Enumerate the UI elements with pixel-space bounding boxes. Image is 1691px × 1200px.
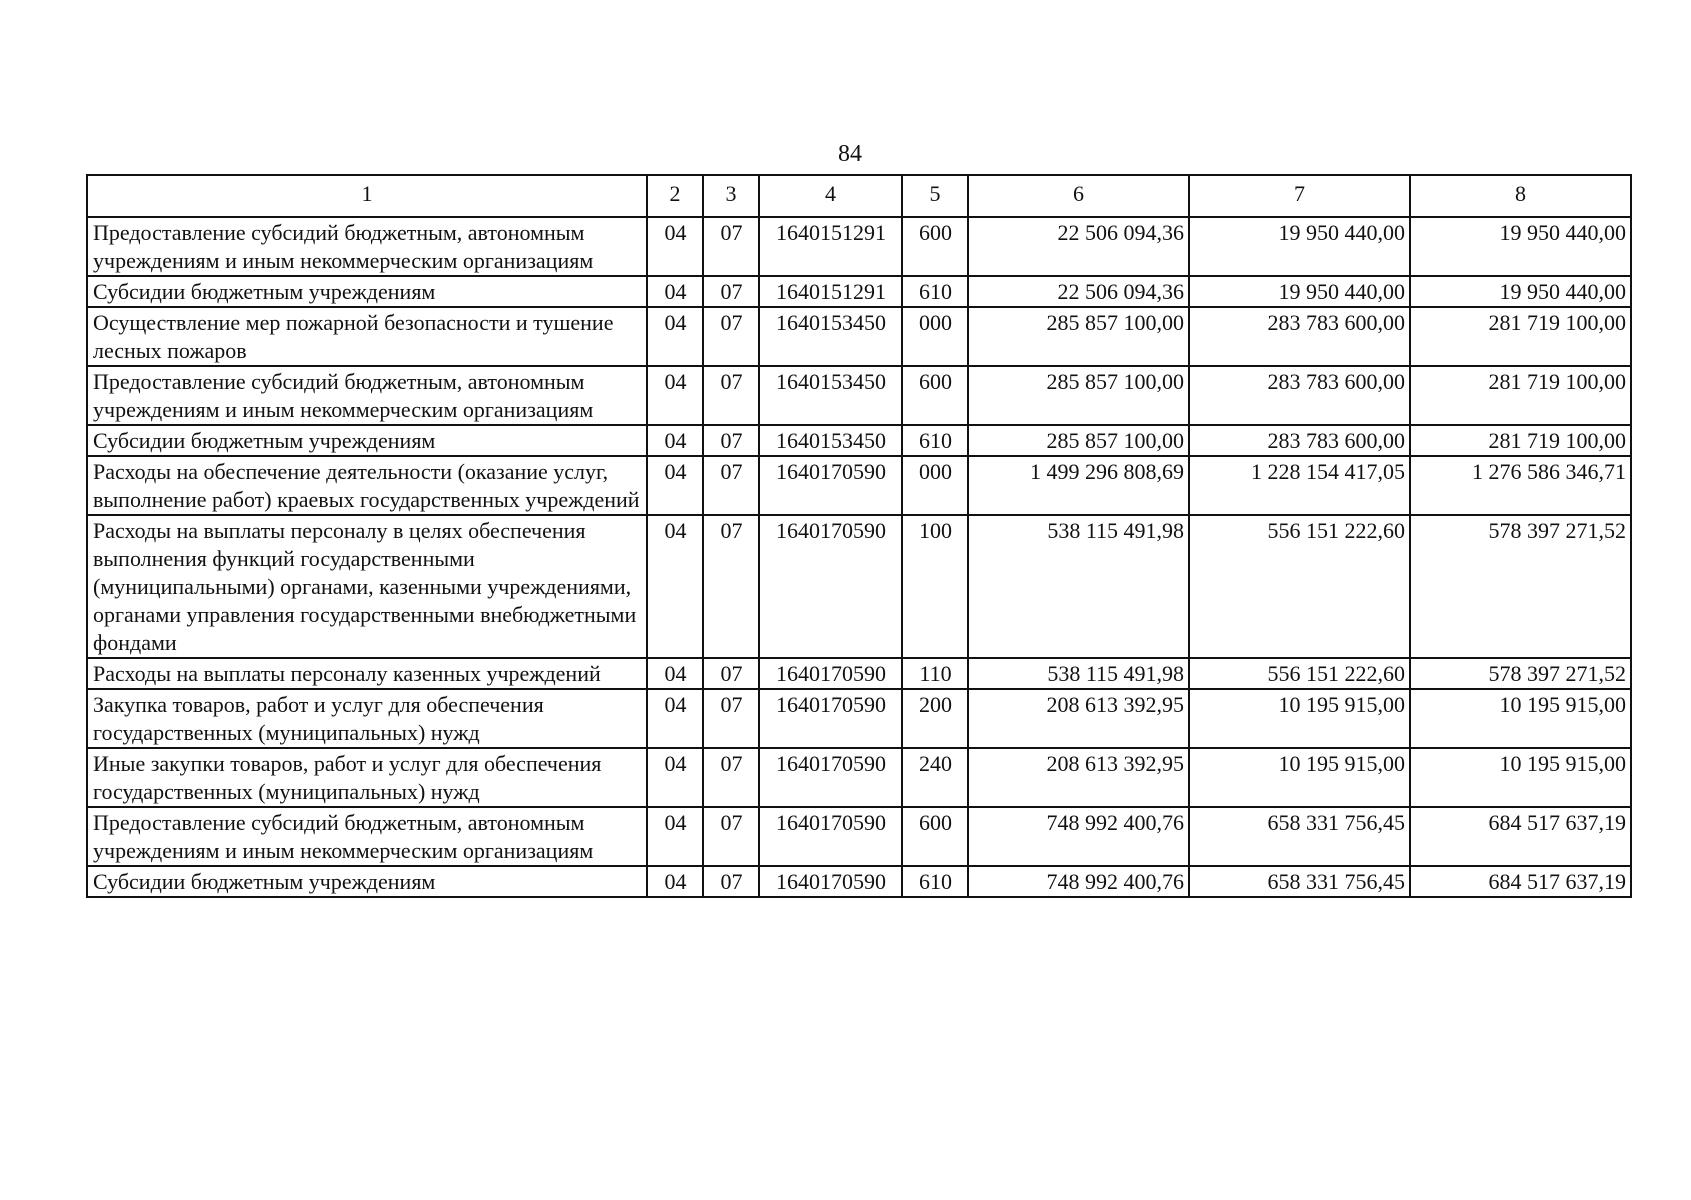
table-row [87, 866, 1631, 897]
row-name: Предоставление субсидий бюджетным, автономным учреждениям и иным некоммерческим организациям [87, 807, 647, 866]
subsection-code: 07 [703, 307, 759, 366]
row-name: Осуществление мер пожарной безопасности и тушение лесных пожаров [87, 307, 647, 366]
expense-type-code: 610 [902, 866, 968, 897]
amount-col-8: 578 397 271,52 [1410, 658, 1631, 689]
amount-col-7: 19 950 440,00 [1189, 276, 1410, 307]
section-code: 04 [647, 366, 703, 425]
amount-col-7: 556 151 222,60 [1189, 515, 1410, 658]
amount-col-6: 285 857 100,00 [968, 425, 1189, 456]
amount-col-7: 1 228 154 417,05 [1189, 456, 1410, 515]
table-row [87, 425, 1631, 456]
amount-col-6: 748 992 400,76 [968, 866, 1189, 897]
amount-col-8: 684 517 637,19 [1410, 866, 1631, 897]
target-article-code: 1640170590 [759, 807, 902, 866]
section-code: 04 [647, 748, 703, 807]
column-header-3: 3 [703, 175, 759, 217]
amount-col-6: 22 506 094,36 [968, 217, 1189, 276]
amount-col-8: 281 719 100,00 [1410, 366, 1631, 425]
table-row [87, 366, 1631, 425]
amount-col-7: 283 783 600,00 [1189, 366, 1410, 425]
section-code: 04 [647, 425, 703, 456]
table-body [87, 217, 1631, 897]
target-article-code: 1640170590 [759, 456, 902, 515]
subsection-code: 07 [703, 807, 759, 866]
amount-col-8: 1 276 586 346,71 [1410, 456, 1631, 515]
row-name: Расходы на выплаты персоналу казенных учреждений [87, 658, 647, 689]
table-row [87, 515, 1631, 658]
amount-col-7: 283 783 600,00 [1189, 425, 1410, 456]
subsection-code: 07 [703, 366, 759, 425]
target-article-code: 1640170590 [759, 748, 902, 807]
subsection-code: 07 [703, 748, 759, 807]
column-header-7: 7 [1189, 175, 1410, 217]
expense-type-code: 110 [902, 658, 968, 689]
table-row [87, 217, 1631, 276]
table-row [87, 307, 1631, 366]
amount-col-6: 538 115 491,98 [968, 658, 1189, 689]
row-name: Расходы на выплаты персоналу в целях обеспечения выполнения функций государственными (муниципальными) органами, казенными учреждениями, органами управления государственными внебюджетными фондами [87, 515, 647, 658]
expense-type-code: 240 [902, 748, 968, 807]
table-header [87, 175, 1631, 217]
expense-type-code: 000 [902, 307, 968, 366]
amount-col-7: 10 195 915,00 [1189, 689, 1410, 748]
table-row [87, 689, 1631, 748]
expense-type-code: 600 [902, 807, 968, 866]
expense-type-code: 200 [902, 689, 968, 748]
amount-col-7: 10 195 915,00 [1189, 748, 1410, 807]
column-header-2: 2 [647, 175, 703, 217]
row-name: Предоставление субсидий бюджетным, автономным учреждениям и иным некоммерческим организациям [87, 217, 647, 276]
subsection-code: 07 [703, 425, 759, 456]
amount-col-7: 658 331 756,45 [1189, 866, 1410, 897]
target-article-code: 1640170590 [759, 658, 902, 689]
section-code: 04 [647, 276, 703, 307]
subsection-code: 07 [703, 689, 759, 748]
amount-col-8: 10 195 915,00 [1410, 689, 1631, 748]
amount-col-7: 283 783 600,00 [1189, 307, 1410, 366]
amount-col-6: 1 499 296 808,69 [968, 456, 1189, 515]
row-name: Субсидии бюджетным учреждениям [87, 276, 647, 307]
subsection-code: 07 [703, 866, 759, 897]
amount-col-8: 10 195 915,00 [1410, 748, 1631, 807]
amount-col-6: 208 613 392,95 [968, 748, 1189, 807]
target-article-code: 1640151291 [759, 217, 902, 276]
column-header-6: 6 [968, 175, 1189, 217]
column-header-1: 1 [87, 175, 647, 217]
row-name: Закупка товаров, работ и услуг для обеспечения государственных (муниципальных) нужд [87, 689, 647, 748]
subsection-code: 07 [703, 658, 759, 689]
section-code: 04 [647, 307, 703, 366]
subsection-code: 07 [703, 515, 759, 658]
amount-col-6: 748 992 400,76 [968, 807, 1189, 866]
amount-col-8: 281 719 100,00 [1410, 307, 1631, 366]
amount-col-8: 281 719 100,00 [1410, 425, 1631, 456]
page-number: 84 [838, 141, 862, 167]
amount-col-8: 578 397 271,52 [1410, 515, 1631, 658]
amount-col-6: 208 613 392,95 [968, 689, 1189, 748]
row-name: Предоставление субсидий бюджетным, автономным учреждениям и иным некоммерческим организациям [87, 366, 647, 425]
table-row [87, 807, 1631, 866]
section-code: 04 [647, 658, 703, 689]
expense-type-code: 100 [902, 515, 968, 658]
amount-col-6: 285 857 100,00 [968, 366, 1189, 425]
section-code: 04 [647, 689, 703, 748]
row-name: Субсидии бюджетным учреждениям [87, 866, 647, 897]
target-article-code: 1640153450 [759, 366, 902, 425]
section-code: 04 [647, 807, 703, 866]
amount-col-6: 538 115 491,98 [968, 515, 1189, 658]
expense-type-code: 000 [902, 456, 968, 515]
column-header-4: 4 [759, 175, 902, 217]
table-row [87, 748, 1631, 807]
expense-type-code: 600 [902, 366, 968, 425]
amount-col-7: 658 331 756,45 [1189, 807, 1410, 866]
expense-type-code: 610 [902, 276, 968, 307]
amount-col-7: 556 151 222,60 [1189, 658, 1410, 689]
target-article-code: 1640170590 [759, 866, 902, 897]
amount-col-6: 22 506 094,36 [968, 276, 1189, 307]
amount-col-7: 19 950 440,00 [1189, 217, 1410, 276]
header-row [87, 175, 1631, 217]
column-header-5: 5 [902, 175, 968, 217]
target-article-code: 1640151291 [759, 276, 902, 307]
section-code: 04 [647, 515, 703, 658]
table-row [87, 276, 1631, 307]
subsection-code: 07 [703, 217, 759, 276]
target-article-code: 1640170590 [759, 515, 902, 658]
table-row [87, 658, 1631, 689]
subsection-code: 07 [703, 456, 759, 515]
target-article-code: 1640153450 [759, 425, 902, 456]
amount-col-6: 285 857 100,00 [968, 307, 1189, 366]
column-header-8: 8 [1410, 175, 1631, 217]
amount-col-8: 19 950 440,00 [1410, 276, 1631, 307]
amount-col-8: 19 950 440,00 [1410, 217, 1631, 276]
subsection-code: 07 [703, 276, 759, 307]
row-name: Иные закупки товаров, работ и услуг для обеспечения государственных (муниципальных) нужд [87, 748, 647, 807]
row-name: Расходы на обеспечение деятельности (оказание услуг, выполнение работ) краевых государственных учреждений [87, 456, 647, 515]
expense-type-code: 600 [902, 217, 968, 276]
section-code: 04 [647, 866, 703, 897]
target-article-code: 1640153450 [759, 307, 902, 366]
table-row [87, 456, 1631, 515]
expense-type-code: 610 [902, 425, 968, 456]
section-code: 04 [647, 456, 703, 515]
budget-table [86, 174, 1632, 898]
target-article-code: 1640170590 [759, 689, 902, 748]
section-code: 04 [647, 217, 703, 276]
row-name: Субсидии бюджетным учреждениям [87, 425, 647, 456]
amount-col-8: 684 517 637,19 [1410, 807, 1631, 866]
